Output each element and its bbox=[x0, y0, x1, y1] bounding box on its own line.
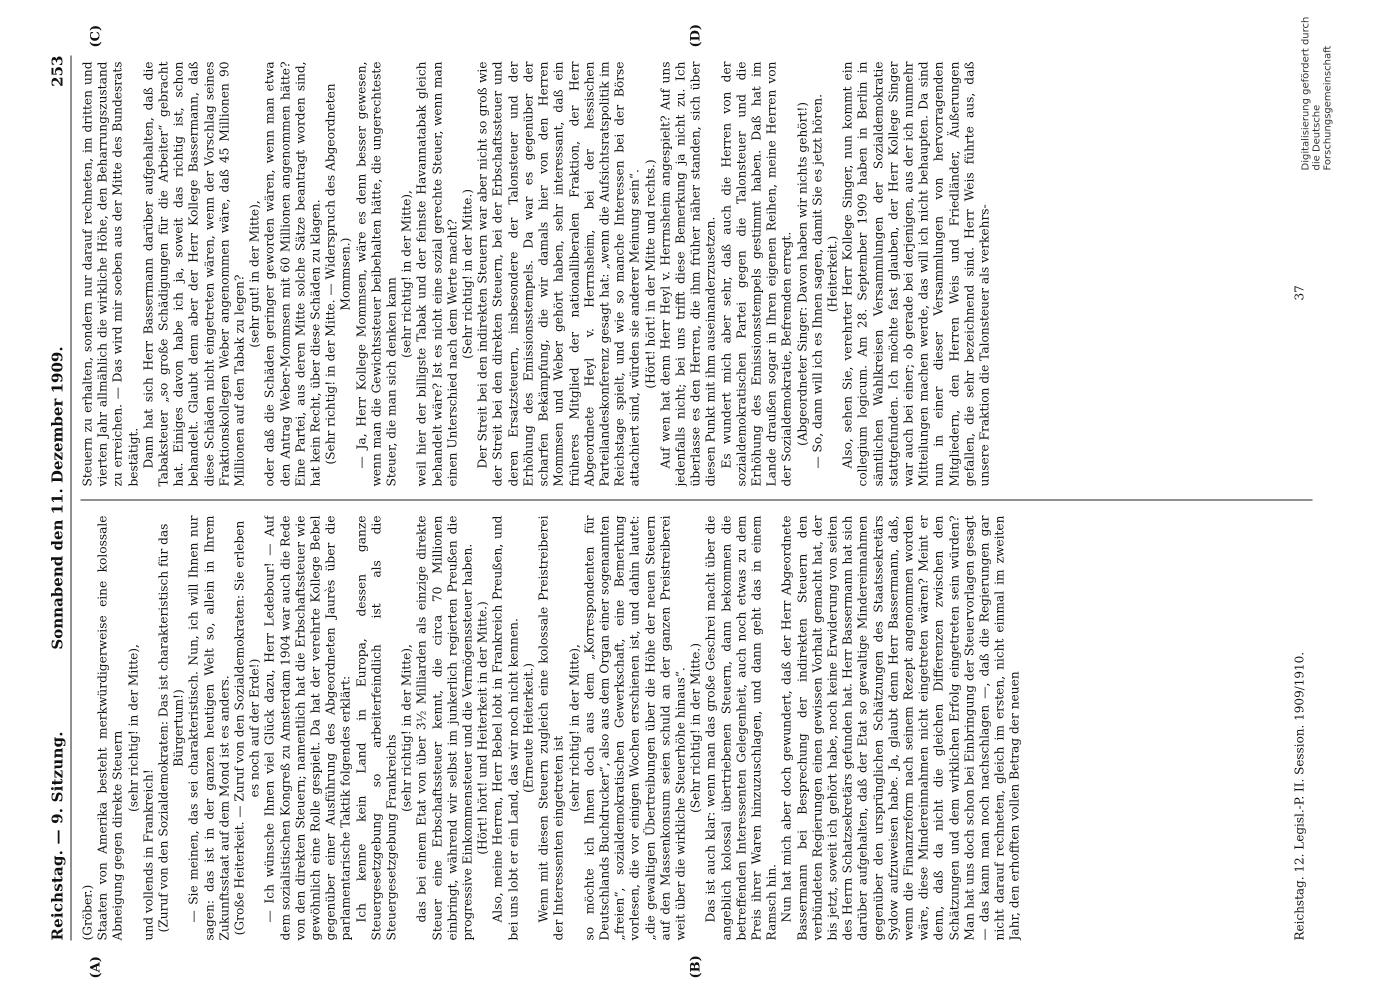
right-column-paragraph: (Heiterkeit.) bbox=[824, 235, 839, 312]
right-column-paragraph: weil hier der billigste Tabak und der feinste Havannatabak gleich behandelt wäre? Ist es nicht eine sozial gerechte Steuer, wenn man einen Unterschied nach dem Werte macht? bbox=[414, 61, 459, 486]
left-column-paragraph: (sehr richtig! in der Mitte), bbox=[125, 643, 140, 812]
digitization-text: Digitalisierung gefördert durch die Deutsche Forschungsgemeinschaft bbox=[1300, 16, 1333, 170]
right-column-paragraph: Auf wen hat denn Herr Heyl v. Herrnsheim angespielt? Auf uns jedenfalls nicht; bei uns trifft diese Bemerkung ja nicht zu. Ich überlasse es den Herren, die ihm früher näher standen, sich über diesen Punkt mit ihm auseinanderzusetzen. bbox=[657, 61, 718, 486]
left-column-paragraph: Staaten von Amerika besteht merkwürdigerweise eine kolossale Abneigung gegen direkte Steuern bbox=[95, 515, 125, 940]
left-column-paragraph: (Zuruf von den Sozialdemokraten: Das ist charakteristisch für das Bürgertum!) bbox=[156, 523, 186, 932]
left-column-paragraph: (sehr richtig! in der Mitte), bbox=[399, 643, 414, 812]
running-header bbox=[48, 55, 71, 940]
left-column-paragraph: Wenn mit diesen Steuern zugleich eine kolossale Preistreiberei der Interessenten eingetreten ist bbox=[536, 515, 566, 940]
right-column-paragraph: Der Streit bei den indirekten Steuern war aber nicht so groß wie der Streit bei den direkten Steuern, bei der Erbschaftssteuer und deren Ersatzsteuern, insbesondere der Talonsteuer und der Erhöhung des Emissionsstempels. Da war es gegenüber der scharfen Bekämpfung, die wir damals hier von den Herren Mommsen und Weber gehört haben, sehr interessant, daß ein früheres Mitglied der nationalliberalen Fraktion, der Herr Abgeordnete Heyl v. Herrnsheim, bei der hessischen Parteilandeskonferenz gesagt hat: „wenn die Aufsichtsratspolitik im Reichstage spielt, und wie so manche Interessen bei der Börse attachiert sind, würden sie anderer Meinung sein“. bbox=[475, 61, 642, 486]
digitization-notice bbox=[1300, 0, 1333, 170]
right-column-paragraph: (Abgeordneter Singer: Davon haben wir nichts gehört!) bbox=[794, 101, 809, 446]
left-column-paragraph: Ich kenne kein Land in Europa, dessen ganze Steuergesetzgebung so arbeiterfeindlich ist als die Steuergesetzgebung Frankreichs bbox=[353, 515, 399, 940]
header-left: Reichstag. — 9. Sitzung. bbox=[48, 730, 66, 940]
right-column-paragraph: Es wundert mich aber sehr, daß auch die Herren von der sozialdemokratischen Partei gegen die Talonsteuer und die Erhöhung des Emissionsstempels gestimmt haben. Daß hat im Lande draußen sogar in Ihren eigenen Reihen, meine Herren von der Sozialdemokratie, Befremden erregt. bbox=[718, 61, 794, 486]
left-column bbox=[80, 515, 1312, 940]
right-column-paragraph: — So, dann will ich es Ihnen sagen, damit Sie es jetzt hören. bbox=[809, 93, 824, 468]
footer-left: Reichstag. 12. Legisl.-P. II. Session. 1909/1910. bbox=[1292, 651, 1306, 940]
right-column-paragraph: — Ja, Herr Kollege Mommsen, wäre es denn besser gewesen, wenn man die Gewichtssteuer beibehalten hätte, die ungerechteste Steuer, die man sich denken kann bbox=[353, 61, 399, 486]
margin-marker-c: (C) bbox=[88, 24, 103, 47]
left-column-paragraph: (Hört! hört! und Heiterkeit in der Mitte.) bbox=[475, 600, 490, 855]
column-divider bbox=[80, 499, 1312, 500]
left-column-paragraph: das bei einem Etat von über 3½ Milliarden als einzige direkte Steuer eine Erbschaftssteuer kennt, die circa 70 Millionen einbringt, während wir selbst im junkerlich regierten Preußen die progressive Einkommensteuer und die Vermögenssteuer haben. bbox=[414, 515, 475, 940]
left-column-paragraph: — Sie meinen, das sei charakteristisch. Nun, ich will Ihnen nur sagen: das ist in der ganzen heutigen Welt so, allein in Ihrem Zukunftsstaat auf dem Mond ist es anders. bbox=[186, 515, 231, 940]
right-column-paragraph: Also, sehen Sie, verehrter Herr Kollege Singer, nun kommt ein collegium logicum. Am 28. September 1909 haben in Berlin in sämtlichen Wahlkreisen Versammlungen der Sozialdemokratie stattgefunden. Ich möchte fast glauben, der Herr Kollege Singer war auch bei einer; ob gerade bei derjenigen, aus der ich nunmehr Mitteilungen machen werde, das will ich nicht behaupten. Da sind nun in einer dieser Versammlungen von hervorragenden Mitgliedern, den Herren Weis und Friedländer, Äußerungen gefallen, die sehr bezeichnend sind. Herr Weis führte aus, daß unsere Fraktion die Talonsteuer als verkehrs- bbox=[840, 61, 991, 486]
signature-mark: 37 bbox=[1292, 284, 1306, 300]
left-column-paragraph: (Gröber.) bbox=[80, 884, 94, 940]
left-column-paragraph: (Große Heiterkeit. — Zuruf von den Sozialdemokraten: Sie erleben es noch auf der Erde!) bbox=[232, 520, 262, 935]
right-column-paragraph: (Hört! hört! in der Mitte und rechts.) bbox=[642, 158, 657, 389]
margin-marker-d: (D) bbox=[688, 23, 703, 47]
footer bbox=[1292, 515, 1306, 940]
right-column-paragraph: (sehr gut! in der Mitte), bbox=[247, 199, 262, 348]
margin-marker-a: (A) bbox=[88, 955, 103, 978]
right-column bbox=[80, 61, 1312, 486]
left-column-paragraph: Nun hat mich aber doch gewundert, daß der Herr Abgeordnete Bassermann bei Besprechung der indirekten Steuern den verbündeten Regierungen einen gewissen Vorhalt gemacht hat, der bis jetzt, soweit ich gehört habe, noch keine Erwiderung von seiten des Herrn Schatzsekretärs gefunden hat. Herr Bassermann hat sich darüber aufgehalten, daß der Etat so gewaltige Mindereinnahmen gegenüber den ursprünglichen Schätzungen des Staatssekretärs Sydow aufzuweisen habe. Ja, glaubt denn Herr Bassermann, daß, wenn die Finanzreform nach seinem Rezept angenommen worden wäre, diese Mindereinnahmen nicht eingetreten wären? Meint er denn, daß da nicht die gleichen Differenzen zwischen den Schätzungen und dem wirklichen Erfolg eingetreten sein würden? Man hat uns doch schon bei Einbringung der Steuervorlagen gesagt — das kann man noch nachschlagen —, daß die Regierungen gar nicht darauf rechneten, gleich im ersten, nicht einmal im zweiten Jahr, den erhofften vollen Betrag der neuen bbox=[779, 515, 1022, 940]
right-column-paragraph: (Sehr richtig! in der Mitte. — Widerspruch des Abgeordneten Mommsen.) bbox=[323, 82, 353, 465]
right-column-paragraph: (sehr richtig! in der Mitte), bbox=[399, 189, 414, 358]
page-number: 253 bbox=[48, 55, 66, 87]
left-column-paragraph: Also, meine Herren, Herr Bebel lobt in Frankreich Preußen, und bei uns lobt er ein Land, das wir noch nicht kennen. bbox=[490, 515, 520, 940]
left-column-paragraph: und vollends in Frankreich! bbox=[140, 768, 155, 940]
left-column-paragraph: (Erneute Heiterkeit.) bbox=[520, 662, 535, 793]
left-column-paragraph: (Sehr richtig! in der Mitte.) bbox=[688, 642, 703, 813]
left-column-paragraph: Das ist auch klar: wenn man das große Geschrei macht über die angeblich kolossal übertriebenen Steuern, dann bekommen die betreffenden Interessenten Gelegenheit, auch noch etwas zu dem Preis ihrer Waren hinzuzuschlagen, und dann geht das in einem Ramsch hin. bbox=[703, 515, 779, 940]
header-date: Sonnabend den 11. Dezember 1909. bbox=[48, 345, 66, 650]
left-column-paragraph: so möchte ich Ihnen doch aus dem „Korrespondenten für Deutschlands Buchdrucker“, also aus dem Organ einer sogenannten „freien“, sozialdemokratischen Gewerkschaft, eine Bemerkung vorlesen, die vor einigen Wochen erschienen ist, und dahin lautet: „die gewaltigen Übertreibungen über die Höhe der neuen Steuern auf den Massenkonsum seien schuld an der ganzen Preistreiberei weit über die wirkliche Steuerhöhe hinaus“. bbox=[581, 515, 687, 940]
right-column-paragraph: Steuern zu erhalten, sondern nur darauf rechneten, im dritten und vierten Jahr allmählich die wirkliche Höhe, den Beharrungszustand zu erreichen. — Das wird mir soeben aus der Mitte des Bundesrats bestätigt. bbox=[80, 61, 140, 486]
right-column-paragraph: oder daß die Schäden geringer geworden wären, wenn man etwa den Antrag Weber-Mommsen mit 60 Millionen angenommen hätte? Eine Partei, aus deren Mitte solche Sätze beantragt worden sind, hat kein Recht, über diese Schäden zu klagen. bbox=[262, 61, 323, 486]
margin-marker-b: (B) bbox=[688, 954, 703, 978]
left-column-paragraph: — Ich wünsche Ihnen viel Glück dazu, Herr Ledebour! — Auf dem sozialistischen Kongreß zu Amsterdam 1904 war auch die Rede von den direkten Steuern; namentlich hat die Erbschaftssteuer wie gewöhnlich eine Rolle gespielt. Da hat der verehrte Kollege Bebel gegenüber einer Ausführung des Abgeordneten Jaurès über die parlamentarische Taktik folgendes erklärt: bbox=[262, 515, 353, 940]
right-column-paragraph: (Sehr richtig! in der Mitte.) bbox=[460, 188, 475, 359]
right-column-paragraph: Dann hat sich Herr Bassermann darüber aufgehalten, daß die Tabaksteuer „so große Schädigungen für die Arbeiter“ gebracht hat. Einiges davon habe ich ja, soweit das richtig ist, schon behandelt. Glaubt denn aber der Herr Kollege Bassermann, daß diese Schäden nicht eingetreten wären, wenn der Vorschlag seines Fraktionskollegen Weber angenommen wäre, daß 45 Millionen 90 Millionen auf den Tabak zu legen? bbox=[140, 61, 247, 486]
left-column-paragraph: (sehr richtig! in der Mitte), bbox=[566, 643, 581, 812]
